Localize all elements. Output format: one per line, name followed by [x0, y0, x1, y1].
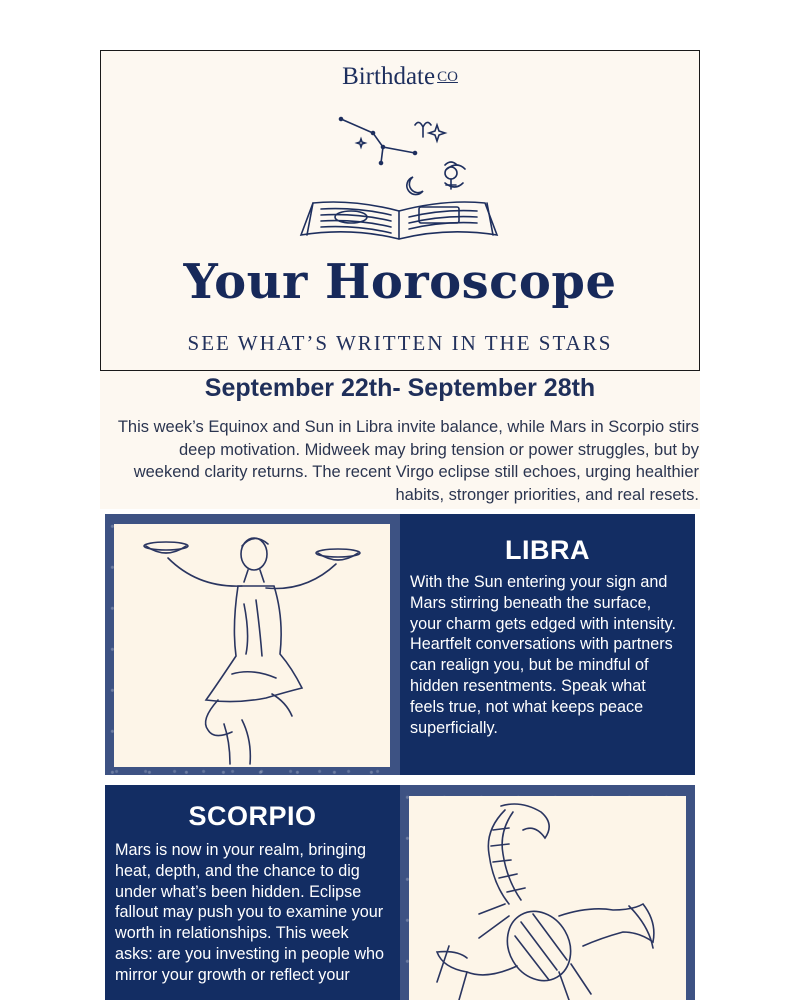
brand-suffix: CO [437, 69, 458, 85]
libra-figure-illustration [114, 524, 390, 767]
sign-text-libra: With the Sun entering your sign and Mars stirring beneath the surface, your charm gets edged with intensity. Heartfelt conversations with partners can realign you, but be mindful of hidden resentments. Speak what feels true, not what keeps peace superficially. [410, 573, 677, 737]
page-title: Your Horoscope [183, 254, 617, 310]
sign-section-libra [105, 514, 695, 775]
star-map-background [105, 514, 400, 775]
brand-logo[interactable] [101, 63, 699, 91]
weekly-intro [100, 371, 700, 509]
libra-illustration-panel [114, 524, 390, 767]
sign-title-scorpio: SCORPIO [188, 801, 317, 831]
star-map-background [400, 785, 695, 1000]
scorpio-card [105, 785, 400, 1000]
page-subtitle: SEE WHAT’S WRITTEN IN THE STARS [187, 331, 613, 355]
date-range-heading: September 22th- September 28th [204, 374, 596, 402]
libra-card [400, 514, 695, 775]
sign-section-scorpio [105, 785, 695, 1000]
sign-title-libra: LIBRA [505, 535, 590, 565]
brand-name: Birthdate [342, 63, 436, 90]
sign-text-scorpio: Mars is now in your realm, bringing heat, depth, and the chance to dig under what’s been hidden. Eclipse fallout may push you to examine your worth in relationships. This week asks: are you investing in people who mirror your growth or reflect your [115, 841, 385, 984]
astrology-book-illustration [291, 113, 511, 245]
hero-banner [100, 50, 700, 371]
intro-paragraph: This week’s Equinox and Sun in Libra invite balance, while Mars in Scorpio stirs deep motivation. Midweek may bring tension or power struggles, but by weekend clarity returns. The recent Virgo eclipse still echoes, urging healthier habits, stronger priorities, and real resets. [117, 418, 699, 504]
scorpio-illustration-panel [409, 796, 686, 1000]
scorpio-illustration [409, 796, 686, 1000]
